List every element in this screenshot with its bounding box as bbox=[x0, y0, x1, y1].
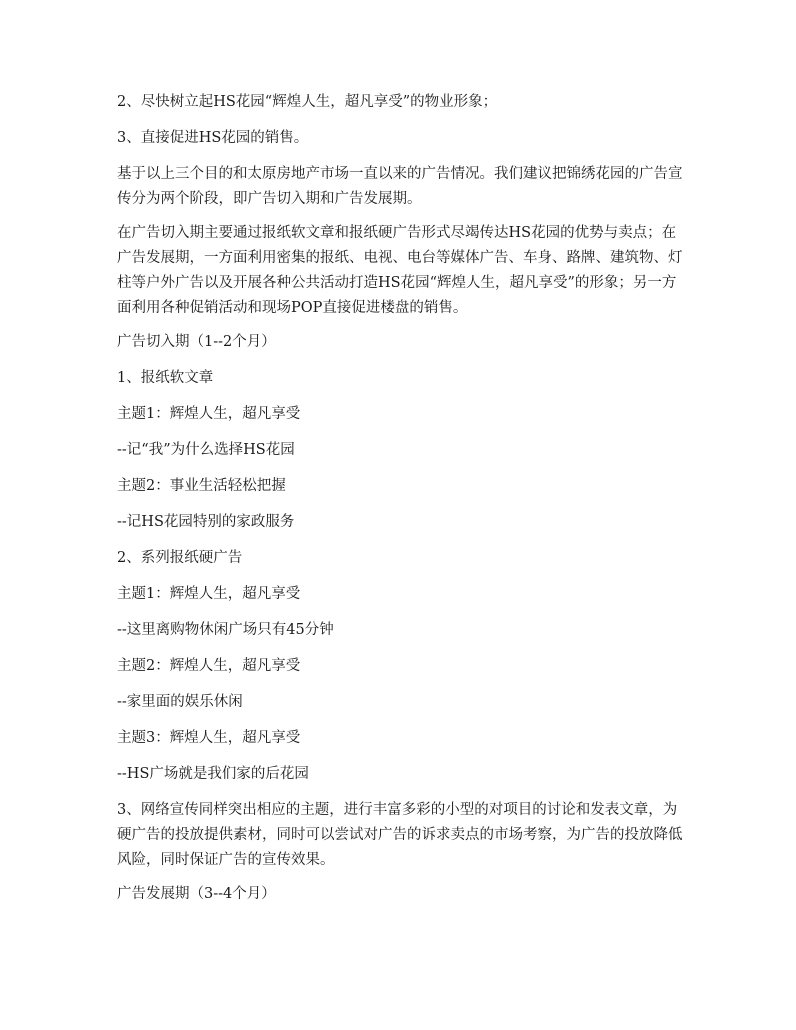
paragraph-strategy-intro: 基于以上三个目的和太原房地产市场一直以来的广告情况。我们建议把锦绣花园的广告宣传分为两个阶段，即广告切入期和广告发展期。 bbox=[117, 166, 683, 207]
section-heading-development-phase: 广告发展期（3--4个月） bbox=[117, 886, 276, 902]
document-body bbox=[117, 90, 687, 918]
paragraph-goal-3: 3、直接促进HS花园的销售。 bbox=[117, 130, 309, 146]
theme-line: 主题2：事业生活轻松把握 bbox=[117, 478, 286, 494]
subtheme-line: --家里面的娱乐休闲 bbox=[117, 694, 243, 710]
item-newspaper-hard-ads: 2、系列报纸硬广告 bbox=[117, 550, 243, 566]
theme-line: 主题2：辉煌人生，超凡享受 bbox=[117, 658, 301, 674]
theme-line: 主题1：辉煌人生，超凡享受 bbox=[117, 586, 301, 602]
subtheme-line: --记HS花园特别的家政服务 bbox=[117, 514, 295, 530]
subtheme-line: --这里离购物休闲广场只有45分钟 bbox=[117, 622, 334, 638]
paragraph-goal-2: 2、尽快树立起HS花园“辉煌人生，超凡享受”的物业形象； bbox=[117, 94, 498, 110]
paragraph-strategy-detail: 在广告切入期主要通过报纸软文章和报纸硬广告形式尽竭传达HS花园的优势与卖点；在广告发展期，一方面利用密集的报纸、电视、电台等媒体广告、车身、路牌、建筑物、灯柱等户外广告以及开展各种公共活动打造HS花园“辉煌人生，超凡享受”的形象；另一方面利用各种促销活动和现场POP直接促进楼盘的销售。 bbox=[117, 225, 683, 316]
section-heading-entry-phase: 广告切入期（1--2个月） bbox=[117, 334, 276, 350]
subtheme-line: --记“我”为什么选择HS花园 bbox=[117, 442, 295, 458]
item-newspaper-soft-articles: 1、报纸软文章 bbox=[117, 370, 214, 386]
paragraph-online-promotion: 3、网络宣传同样突出相应的主题，进行丰富多彩的小型的对项目的讨论和发表文章，为硬广告的投放提供素材，同时可以尝试对广告的诉求卖点的市场考察，为广告的投放降低风险，同时保证广告的宣传效果。 bbox=[117, 802, 683, 868]
theme-line: 主题1：辉煌人生，超凡享受 bbox=[117, 406, 301, 422]
theme-line: 主题3：辉煌人生，超凡享受 bbox=[117, 730, 301, 746]
subtheme-line: --HS广场就是我们家的后花园 bbox=[117, 766, 309, 782]
